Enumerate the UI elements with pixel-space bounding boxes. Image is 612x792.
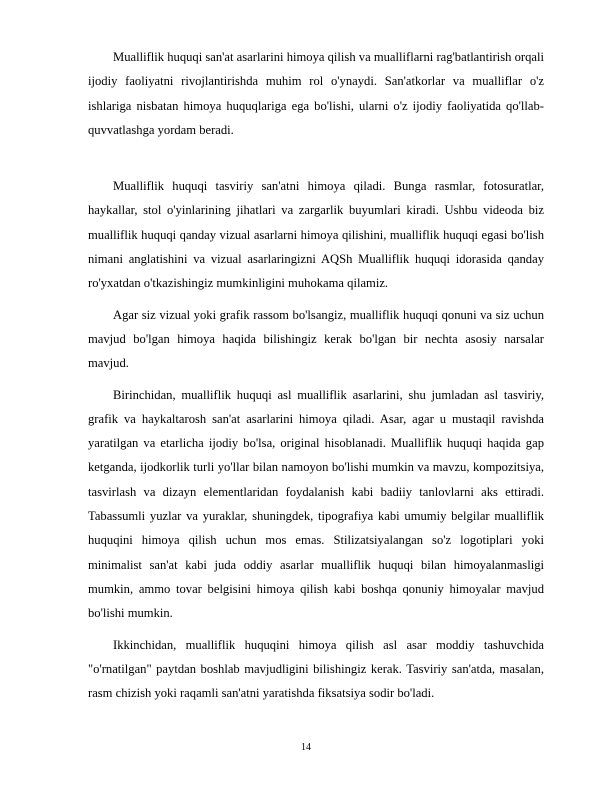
document-page	[88, 45, 544, 705]
paragraph-artist-notes: Agar siz vizual yoki grafik rassom bo'lsangiz, mualliflik huquqi qonuni va siz uchun mavjud bo'lgan himoya haqida bilishingiz kerak bo'lgan bir nechta asosiy narsalar mavjud.	[88, 307, 544, 371]
paragraph-first-point: Birinchidan, mualliflik huquqi asl mualliflik asarlarini, shu jumladan asl tasviriy, grafik va haykaltarosh san'at asarlarini himoya qiladi. Asar, agar u mustaqil ravishda yaratilgan va etarlicha ijodiy bo'lsa, original hisoblanadi. Mualliflik huquqi haqida gap ketganda, ijodkorlik turli yo'llar bilan namoyon bo'lishi mumkin va mavzu, kompozitsiya, tasvirlash va dizayn elementlaridan foydalanish kabi badiiy tanlovlarni aks ettiradi. Tabassumli yuzlar va yuraklar, shuningdek, tipografiya kabi umumiy belgilar mualliflik huquqini himoya qilish uchun mos emas. Stilizatsiyalangan so'z logotiplari yoki minimalist san'at kabi juda oddiy asarlar mualliflik huquqi bilan himoyalanmasligi mumkin, ammo tovar belgisini himoya qilish kabi boshqa qonuniy himoyalar mavjud bo'lishi mumkin.	[88, 387, 544, 621]
paragraph-intro: Mualliflik huquqi san'at asarlarini himoya qilish va mualliflarni rag'batlantirish orqali ijodiy faoliyatni rivojlantirishda muhim rol o'ynaydi. San'atkorlar va mualliflar o'z ishlariga nisbatan himoya huquqlariga ega bo'lishi, ularni o'z ijodiy faoliyatida qo'llab-quvvatlashga yordam beradi.	[88, 50, 544, 137]
paragraph-visual-art: Mualliflik huquqi tasviriy san'atni himoya qiladi. Bunga rasmlar, fotosuratlar, haykallar, stol o'yinlarining jihatlari va zargarlik buyumlari kiradi. Ushbu videoda biz mualliflik huquqi qanday vizual asarlarni himoya qilishini, mualliflik huquqi egasi bo'lish nimani anglatishini va vizual asarlaringizni AQSh Mualliflik huquqi idorasida qanday ro'yxatdan o'tkazishingiz mumkinligini muhokama qilamiz.	[88, 179, 544, 291]
page-number: 14	[301, 742, 311, 753]
paragraph-second-point: Ikkinchidan, mualliflik huquqini himoya qilish asl asar moddiy tashuvchida "o'rnatilgan" paytdan boshlab mavjudligini bilishingiz kerak. Tasviriy san'atda, masalan, rasm chizish yoki raqamli san'atni yaratishda fiksatsiya sodir bo'ladi.	[88, 637, 544, 701]
